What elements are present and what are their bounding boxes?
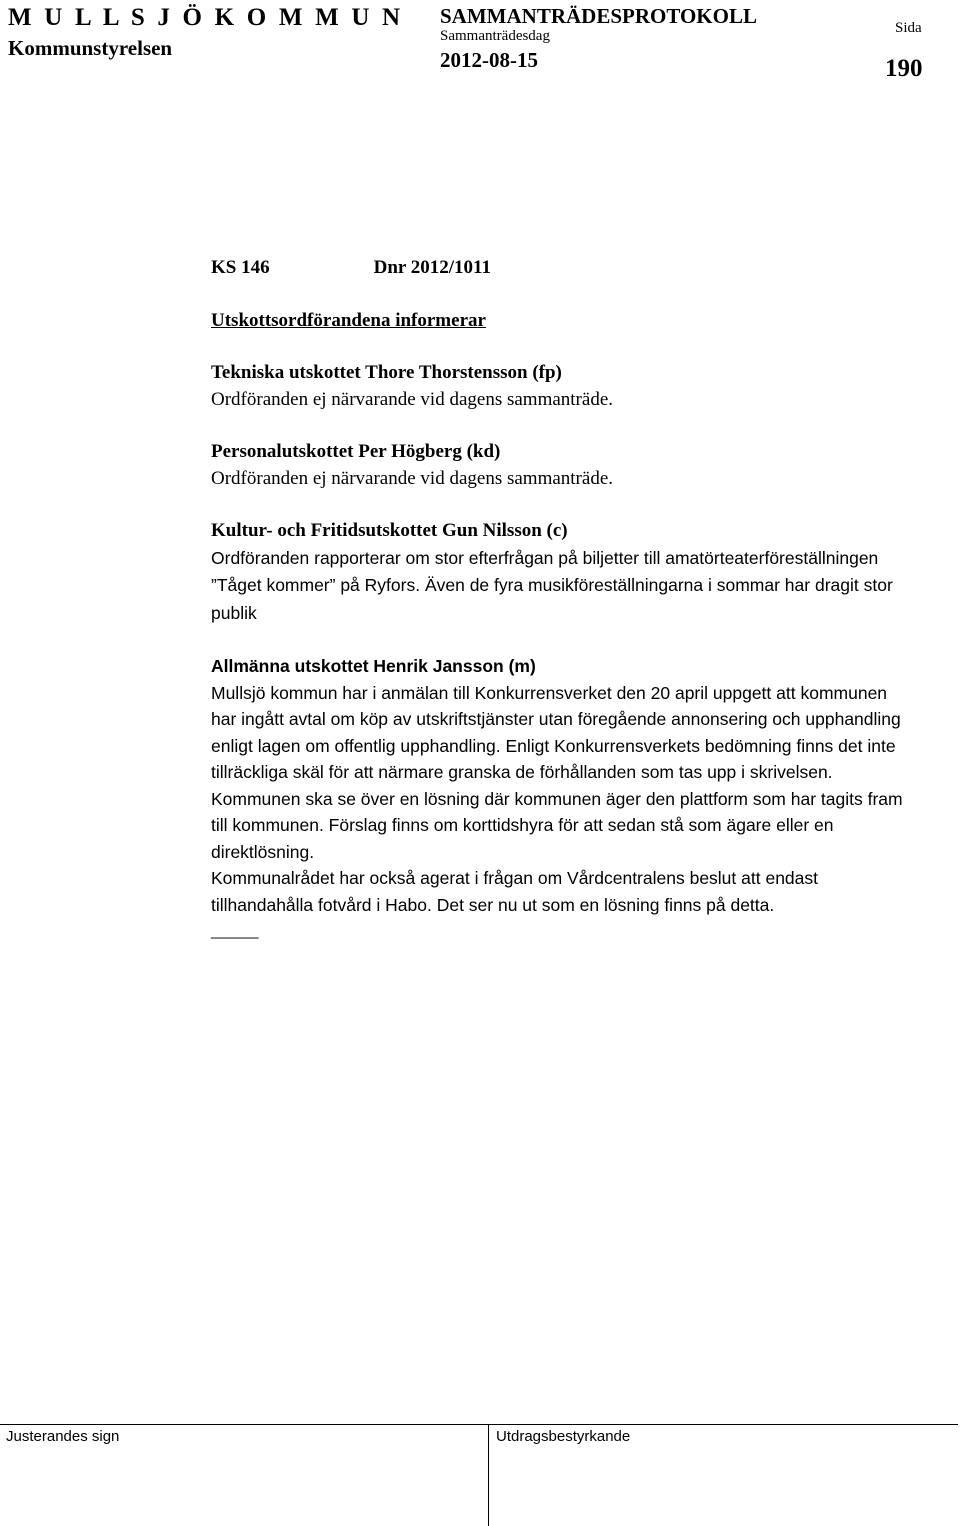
section-heading: Kultur- och Fritidsutskottet Gun Nilsson (c) — [211, 520, 568, 541]
section-kultur — [211, 518, 911, 627]
meeting-date-label: Sammanträdesdag — [440, 28, 550, 44]
signature-label: Justerandes sign — [6, 1428, 120, 1445]
section-heading: Personalutskottet Per Högberg (kd) — [211, 441, 501, 462]
section-allmanna — [211, 653, 911, 945]
page-number: 190 — [885, 55, 923, 82]
section-paragraph: Kommunalrådet har också agerat i frågan om Vårdcentralens beslut att endast tillhandahålla fotvård i Habo. Det ser nu ut som en lösning finns på detta. — [211, 868, 819, 915]
section-text — [211, 545, 911, 628]
signature-footer — [0, 1424, 960, 1526]
municipality-name: M U L L S J Ö K O M M U N — [8, 4, 404, 31]
section-text-part: Ordföranden rapporterar om stor efterfrågan på biljetter till amatörteaterföreställningen ”Tåget kommer” på Ryfors. — [211, 547, 879, 595]
section-tekniska — [211, 360, 911, 413]
section-personal — [211, 439, 911, 492]
end-mark: _____ — [211, 920, 259, 941]
document-type: SAMMANTRÄDESPROTOKOLL — [440, 4, 757, 28]
case-line — [211, 255, 911, 282]
section-paragraph: Kommunen ska se över en lösning där kommunen äger den plattform som har tagits fram till kommunen. Förslag finns om korttidshyra för att sedan stå som ägare eller en direktlösning. — [211, 788, 903, 862]
case-number: KS 146 — [211, 257, 270, 278]
document-body — [211, 255, 911, 945]
case-dnr: Dnr 2012/1011 — [373, 257, 491, 278]
section-heading: Tekniska utskottet Thore Thorstensson (fp) — [211, 362, 562, 383]
page-label: Sida — [895, 20, 922, 36]
section-paragraph: Mullsjö kommun har i anmälan till Konkurrensverket den 20 april uppgett att kommunen har ingått avtal om köp av utskriftstjänster utan föregående annonsering och upphandling enligt lagen om offentlig upphandling. Enligt Konkurrensverkets bedömning finns det inte tillräckliga skäl för att närmare granska de förhållanden som tas upp i skrivelsen. — [211, 682, 901, 782]
board-name: Kommunstyrelsen — [8, 36, 173, 60]
section-text-part: Även de fyra musikföreställningarna i sommar har dragit stor publik — [211, 575, 893, 623]
certification-label: Utdragsbestyrkande — [496, 1428, 631, 1445]
meeting-date: 2012-08-15 — [440, 48, 538, 72]
case-title: Utskottsordförandena informerar — [211, 309, 486, 331]
section-text: Ordföranden ej närvarande vid dagens sammanträde. — [211, 388, 613, 410]
footer-divider — [488, 1424, 489, 1526]
section-text: Ordföranden ej närvarande vid dagens sammanträde. — [211, 467, 613, 489]
section-heading: Allmänna utskottet Henrik Jansson (m) — [211, 656, 536, 676]
footer-rule — [0, 1424, 958, 1425]
